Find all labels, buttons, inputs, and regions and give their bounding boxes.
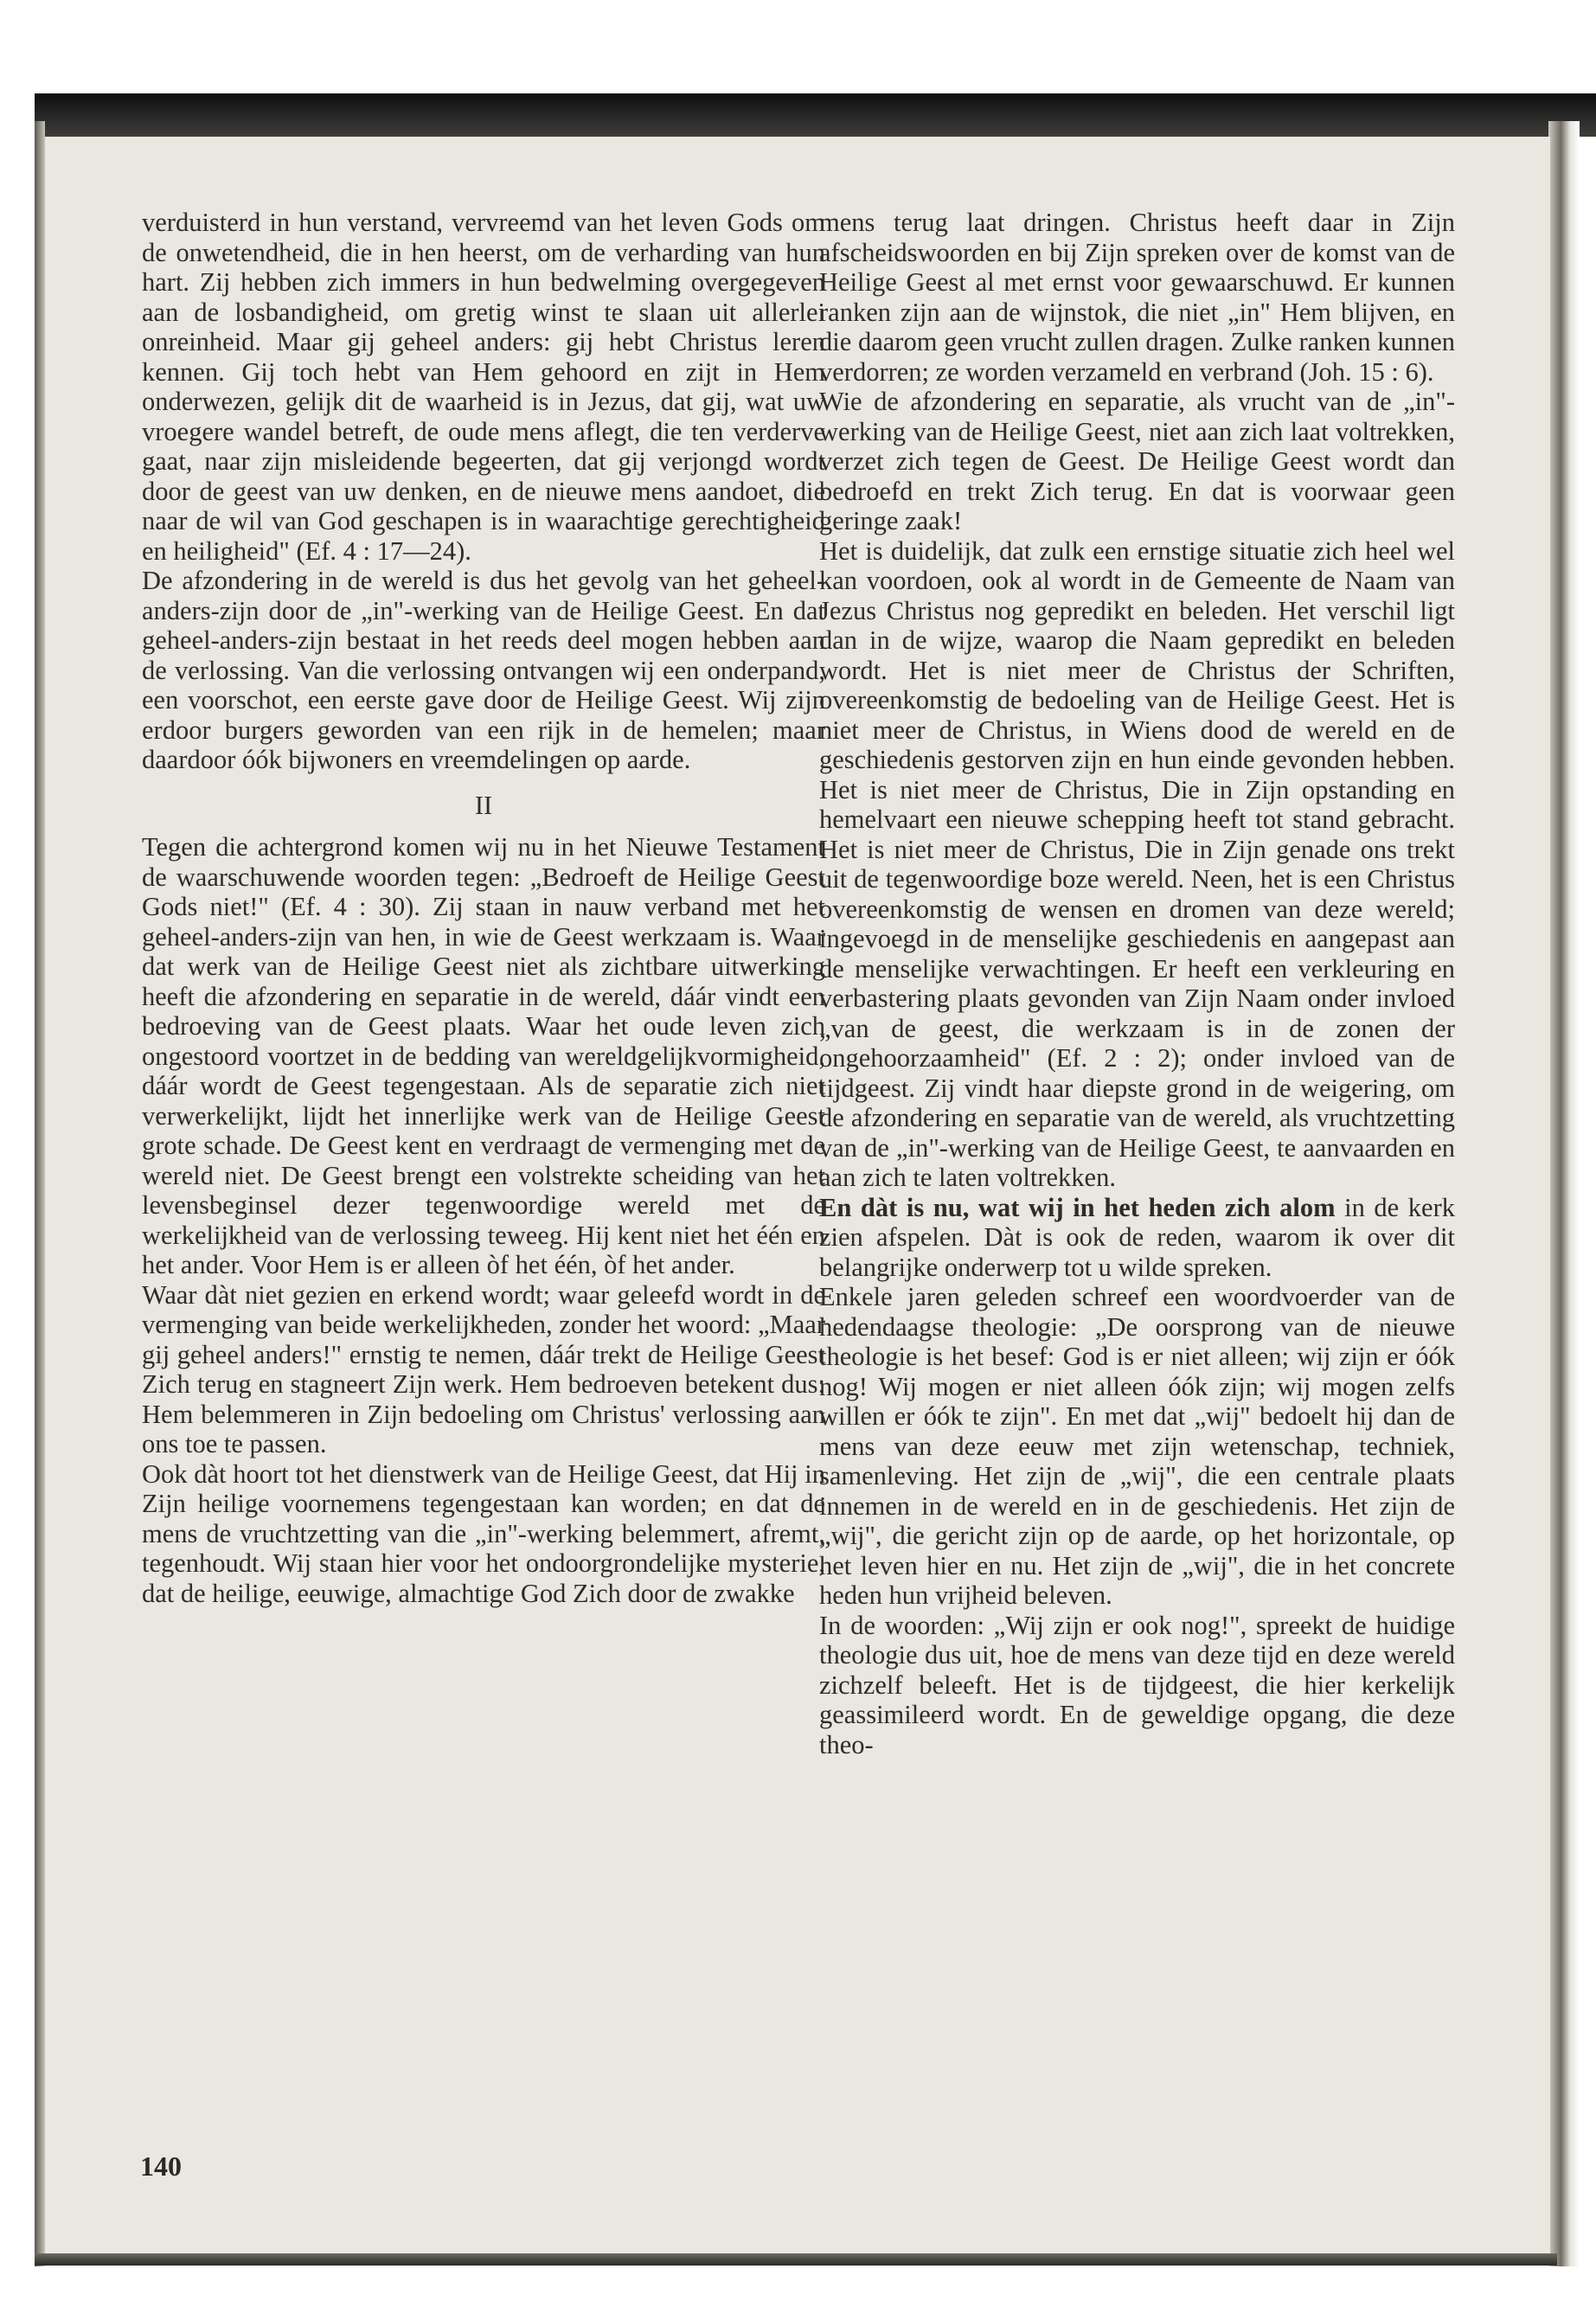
right-paragraph-1: mens terug laat dringen. Christus heeft daar in Zijn afscheidswoorden en bij Zijn spreken over de komst van de Heilige Geest al met ernst voor gewaarschuwd. Er kunnen ranken zijn aan de wijnstok, die niet „in" Hem blijven, en die daarom geen vrucht zullen dragen. Zulke ranken kunnen verdorren; ze worden verzameld en verbrand (Joh. 15 : 6). bbox=[819, 208, 1455, 387]
right-paragraph-5: Enkele jaren geleden schreef een woordvoerder van de hedendaagse theologie: „De oorsprong van de nieuwe theologie is het besef: God is er niet alleen; wij zijn er óók nog! Wij mogen er niet alleen óók zijn; wij mogen zelfs willen er óók te zijn". En met dat „wij" bedoelt hij dan de mens van deze eeuw met zijn wetenschap, techniek, samenleving. Het zijn de „wij", die een centrale plaats innemen in de wereld en in de geschiedenis. Het zijn de „wij", die gericht zijn op de aarde, op het horizontale, op het leven hier en nu. Het zijn de „wij", die in het concrete heden hun vrijheid beleven. bbox=[819, 1282, 1455, 1610]
right-paragraph-4 bbox=[819, 1193, 1455, 1283]
right-paragraph-6: In de woorden: „Wij zijn er ook nog!", spreekt de huidige theologie dus uit, hoe de mens van deze tijd en deze wereld zichzelf beleeft. Het is de tijdgeest, die hier kerkelijk geassimileerd wordt. En de geweldige opgang, die deze theo- bbox=[819, 1610, 1455, 1759]
right-paragraph-2: Wie de afzondering en separatie, als vrucht van de „in"-werking van de Heilige Geest, niet aan zich laat voltrekken, verzet zich tegen de Geest. De Heilige Geest wordt dan bedroefd en trekt Zich terug. En dat is voorwaar geen geringe zaak! bbox=[819, 387, 1455, 535]
right-paragraph-4-rest: in de kerk zien afspelen. Dàt is ook de reden, waarom ik over dit belangrijke onderwerp tot u wilde spreken. bbox=[819, 1192, 1455, 1282]
left-text-column bbox=[142, 208, 825, 1608]
scan-border-right bbox=[1548, 121, 1580, 2266]
page-number: 140 bbox=[140, 2150, 182, 2182]
left-paragraph-3: Tegen die achtergrond komen wij nu in het Nieuwe Testament de waarschuwende woorden tegen: „Bedroeft de Heilige Geest Gods niet!" (Ef. 4 : 30). Zij staan in nauw verband met het geheel-anders-zijn van hen, in wie de Geest werkzaam is. Waar dat werk van de Heilige Geest niet als zichtbare uitwerking heeft die afzondering en separatie in de wereld, dáár vindt een bedroeving van de Geest plaats. Waar het oude leven zich ongestoord voortzet in de bedding van wereldgelijkvormigheid, dáár wordt de Geest tegengestaan. Als de separatie zich niet verwerkelijkt, lijdt het innerlijke werk van de Heilige Geest grote schade. De Geest kent en verdraagt de vermenging met de wereld niet. De Geest brengt een volstrekte scheiding van het levensbeginsel dezer tegenwoordige wereld met de werkelijkheid van de verlossing teweeg. Hij kent niet het één en het ander. Voor Hem is er alleen òf het één, òf het ander. bbox=[142, 832, 825, 1279]
section-heading: II bbox=[474, 790, 493, 820]
left-paragraph-2: De afzondering in de wereld is dus het gevolg van het geheel-anders-zijn door de „in"-werking van de Heilige Geest. En dat geheel-anders-zijn bestaat in het reeds deel mogen hebben aan de verlossing. Van die verlossing ontvangen wij een onderpand, een voorschot, een eerste gave door de Heilige Geest. Wij zijn erdoor burgers geworden van een rijk in de hemelen; maar daardoor óók bijwoners en vreemdelingen op aarde. bbox=[142, 566, 825, 774]
scan-border-left bbox=[35, 121, 45, 2266]
emphasized-phrase: En dàt is nu, wat wij in het heden zich alom bbox=[819, 1192, 1336, 1222]
right-paragraph-3: Het is duidelijk, dat zulk een ernstige situatie zich heel wel kan voordoen, ook al wordt in de Gemeente de Naam van Jezus Christus nog gepredikt en beleden. Het verschil ligt dan in de wijze, waarop die Naam gepredikt en beleden wordt. Het is niet meer de Christus der Schriften, overeenkomstig de bedoeling van de Heilige Geest. Het is niet meer de Christus, in Wiens dood de wereld en de geschiedenis gestorven zijn en hun einde gevonden hebben. Het is niet meer de Christus, Die in Zijn opstanding en hemelvaart een nieuwe schepping heeft tot stand gebracht. Het is niet meer de Christus, Die in Zijn genade ons trekt uit de tegenwoordige boze wereld. Neen, het is een Christus overeenkomstig de wensen en dromen van deze wereld; ingevoegd in de menselijke geschiedenis en aangepast aan de menselijke verwachtingen. Er heeft een verkleuring en verbastering plaats gevonden van Zijn Naam onder invloed „van de geest, die werkzaam is in de zonen der ongehoorzaamheid" (Ef. 2 : 2); onder invloed van de tijdgeest. Zij vindt haar diepste grond in de weigering, om de afzondering en separatie van de wereld, als vruchtzetting van de „in"-werking van de Heilige Geest, te aanvaarden en aan zich te laten voltrekken. bbox=[819, 535, 1455, 1192]
left-paragraph-5: Ook dàt hoort tot het dienstwerk van de Heilige Geest, dat Hij in Zijn heilige voornemens tegengestaan kan worden; en dat de mens de vruchtzetting van die „in"-werking belemmert, afremt, tegenhoudt. Wij staan hier voor het ondoorgrondelijke mysterie, dat de heilige, eeuwige, almachtige God Zich door de zwakke bbox=[142, 1458, 825, 1608]
right-text-column bbox=[819, 208, 1455, 1759]
left-paragraph-4: Waar dàt niet gezien en erkend wordt; waar geleefd wordt in de vermenging van beide werkelijkheden, zonder het woord: „Maar gij geheel anders!" ernstig te nemen, dáár trekt de Heilige Geest Zich terug en stagneert Zijn werk. Hem bedroeven betekent dus: Hem belemmeren in Zijn bedoeling om Christus' verlossing aan ons toe te passen. bbox=[142, 1279, 825, 1458]
left-paragraph-1: verduisterd in hun verstand, vervreemd van het leven Gods om de onwetendheid, die in hen heerst, om de verharding van hun hart. Zij hebben zich immers in hun bedwelming overgegeven aan de losbandigheid, om gretig winst te slaan uit allerlei onreinheid. Maar gij geheel anders: gij hebt Christus leren kennen. Gij toch hebt van Hem gehoord en zijt in Hem onderwezen, gelijk dit de waarheid is in Jezus, dat gij, wat uw vroegere wandel betreft, de oude mens aflegt, die ten verderve gaat, naar zijn misleidende begeerten, dat gij verjongd wordt door de geest van uw denken, en de nieuwe mens aandoet, die naar de wil van God geschapen is in waarachtige gerechtigheid en heiligheid" (Ef. 4 : 17—24). bbox=[142, 208, 825, 566]
book-page bbox=[45, 137, 1550, 2254]
scan-border-top bbox=[35, 93, 1596, 137]
scan-border-bottom bbox=[35, 2253, 1557, 2266]
